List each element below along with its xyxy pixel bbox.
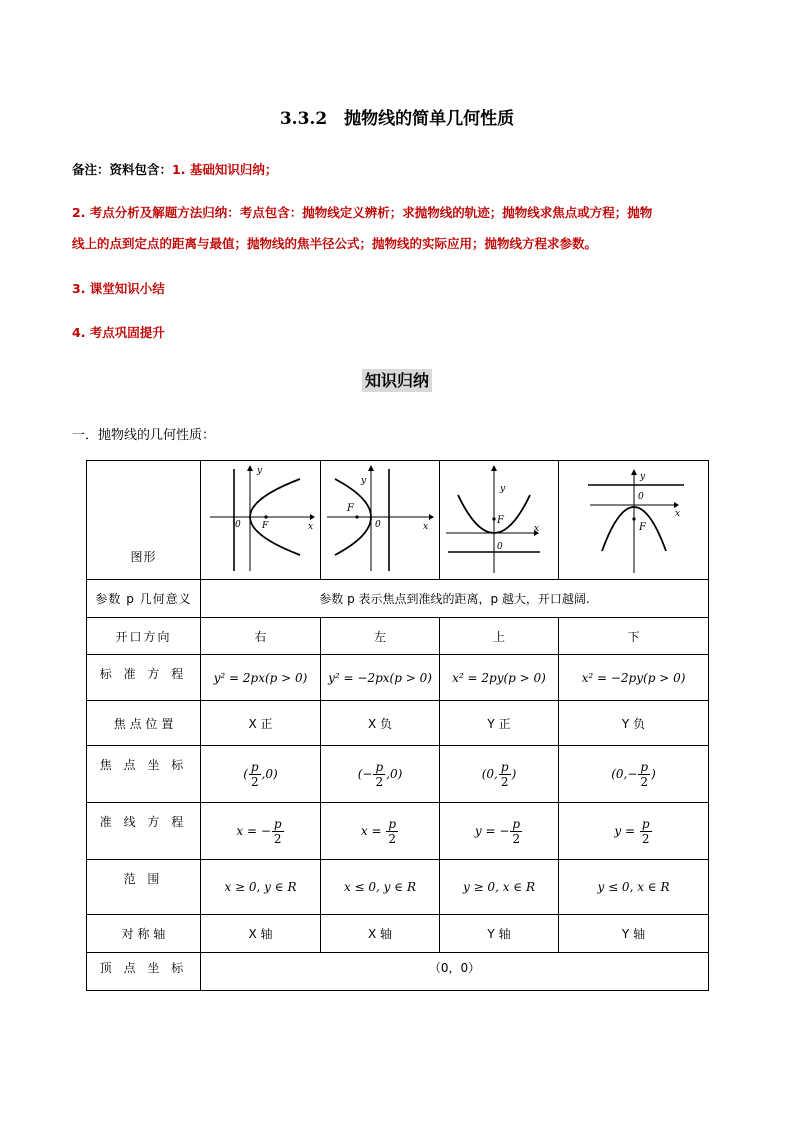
range-cell: x ≥ 0, y ∈ R bbox=[201, 860, 321, 915]
subheading: 一．抛物线的几何性质： bbox=[72, 428, 216, 443]
opening-cell: 左 bbox=[321, 618, 440, 655]
row-label-focus-position: 焦 点 位 置 bbox=[87, 701, 201, 746]
directrix-cell: x = $\frac{p}{2}$ bbox=[321, 803, 440, 860]
notes-item-1: 1. 基础知识归纳； bbox=[172, 162, 278, 177]
axis-cell: Y 轴 bbox=[559, 915, 709, 953]
graph-right-svg bbox=[202, 461, 320, 576]
axis-cell: Y 轴 bbox=[440, 915, 559, 953]
opening-cell: 右 bbox=[201, 618, 321, 655]
directrix-cell: y = $\frac{p}{2}$ bbox=[559, 803, 709, 860]
graph-opens-right bbox=[201, 461, 321, 580]
svg-text:y: y bbox=[256, 466, 262, 476]
row-directrix bbox=[87, 803, 709, 860]
svg-text:y: y bbox=[639, 472, 645, 482]
page-title: 3.3.2 抛物线的简单几何性质 bbox=[279, 109, 515, 129]
properties-table bbox=[86, 460, 709, 991]
focus-coordinate-cell: (− $\frac{p}{2}$ ,0) bbox=[321, 746, 440, 803]
axis-cell: X 轴 bbox=[201, 915, 321, 953]
row-label-directrix: 准 线 方 程 bbox=[87, 803, 201, 860]
focus-coordinate-cell: (0, $\frac{p}{2}$ ) bbox=[440, 746, 559, 803]
focus-position-cell: Y 正 bbox=[440, 701, 559, 746]
focus-position-cell: X 负 bbox=[321, 701, 440, 746]
focus-coordinate-cell: ( $\frac{p}{2}$ ,0) bbox=[201, 746, 321, 803]
row-equation bbox=[87, 655, 709, 701]
svg-text:0: 0 bbox=[234, 520, 241, 530]
equation-cell: y² = 2px(p > 0) bbox=[201, 655, 321, 701]
svg-text:0: 0 bbox=[637, 492, 644, 502]
row-label-range: 范 围 bbox=[87, 860, 201, 915]
notes-item-3: 3. 课堂知识小结 bbox=[72, 281, 165, 296]
equation-cell: y² = −2px(p > 0) bbox=[321, 655, 440, 701]
axis-cell: X 轴 bbox=[321, 915, 440, 953]
svg-text:0: 0 bbox=[497, 542, 503, 552]
directrix-cell: y = − $\frac{p}{2}$ bbox=[440, 803, 559, 860]
row-opening bbox=[87, 618, 709, 655]
focus-position-cell: Y 负 bbox=[559, 701, 709, 746]
svg-text:x: x bbox=[423, 522, 429, 532]
svg-text:x: x bbox=[534, 524, 540, 534]
notes-label: 备注：资料包含： bbox=[72, 162, 173, 177]
svg-text:F: F bbox=[497, 515, 504, 526]
svg-text:y: y bbox=[361, 476, 367, 486]
row-label-figure: 图形 bbox=[87, 461, 201, 580]
graph-down-svg bbox=[560, 461, 708, 576]
row-axis bbox=[87, 915, 709, 953]
svg-text:0: 0 bbox=[375, 520, 381, 530]
svg-text:F: F bbox=[638, 522, 646, 533]
svg-text:x: x bbox=[674, 509, 680, 519]
notes-item-2b: 线上的点到定点的距离与最值；抛物线的焦半径公式；抛物线的实际应用；抛物线方程求参数。 bbox=[72, 236, 598, 251]
section-heading: 知识归纳 bbox=[0, 368, 794, 391]
row-p-meaning bbox=[87, 580, 709, 618]
row-range bbox=[87, 860, 709, 915]
p-meaning-text: 参数 p 表示焦点到准线的距离，p 越大，开口越阔. bbox=[201, 580, 709, 618]
row-vertex bbox=[87, 953, 709, 991]
graph-left-svg bbox=[321, 461, 439, 576]
notes-item-4: 4. 考点巩固提升 bbox=[72, 325, 165, 340]
notes-line-1 bbox=[72, 160, 277, 178]
opening-cell: 上 bbox=[440, 618, 559, 655]
row-label-vertex: 顶 点 坐 标 bbox=[87, 953, 201, 991]
opening-cell: 下 bbox=[559, 618, 709, 655]
row-figure bbox=[87, 461, 709, 580]
notes-item-2a: 2. 考点分析及解题方法归纳：考点包含：抛物线定义辨析；求抛物线的轨迹；抛物线求焦点或方程；抛物 bbox=[72, 205, 653, 220]
row-label-opening: 开口方向 bbox=[87, 618, 201, 655]
svg-text:x: x bbox=[307, 522, 313, 532]
directrix-cell: x = − $\frac{p}{2}$ bbox=[201, 803, 321, 860]
graph-opens-up bbox=[440, 461, 559, 580]
vertex-text: （0，0） bbox=[201, 953, 709, 991]
equation-cell: x² = 2py(p > 0) bbox=[440, 655, 559, 701]
row-label-equation: 标 准 方 程 bbox=[87, 655, 201, 701]
range-cell: y ≤ 0, x ∈ R bbox=[559, 860, 709, 915]
svg-text:F: F bbox=[347, 503, 354, 514]
equation-cell: x² = −2py(p > 0) bbox=[559, 655, 709, 701]
graph-opens-left bbox=[321, 461, 440, 580]
graph-up-svg bbox=[440, 461, 558, 576]
row-focus-position bbox=[87, 701, 709, 746]
svg-text:F: F bbox=[261, 521, 268, 531]
row-focus-coordinates bbox=[87, 746, 709, 803]
row-label-axis: 对 称 轴 bbox=[87, 915, 201, 953]
row-label-p-meaning: 参数 p 几何意义 bbox=[87, 580, 201, 618]
focus-coordinate-cell: (0,− $\frac{p}{2}$ ) bbox=[559, 746, 709, 803]
range-cell: y ≥ 0, x ∈ R bbox=[440, 860, 559, 915]
row-label-focus-coordinates: 焦 点 坐 标 bbox=[87, 746, 201, 803]
svg-text:y: y bbox=[500, 484, 506, 494]
graph-opens-down bbox=[559, 461, 709, 580]
focus-position-cell: X 正 bbox=[201, 701, 321, 746]
range-cell: x ≤ 0, y ∈ R bbox=[321, 860, 440, 915]
